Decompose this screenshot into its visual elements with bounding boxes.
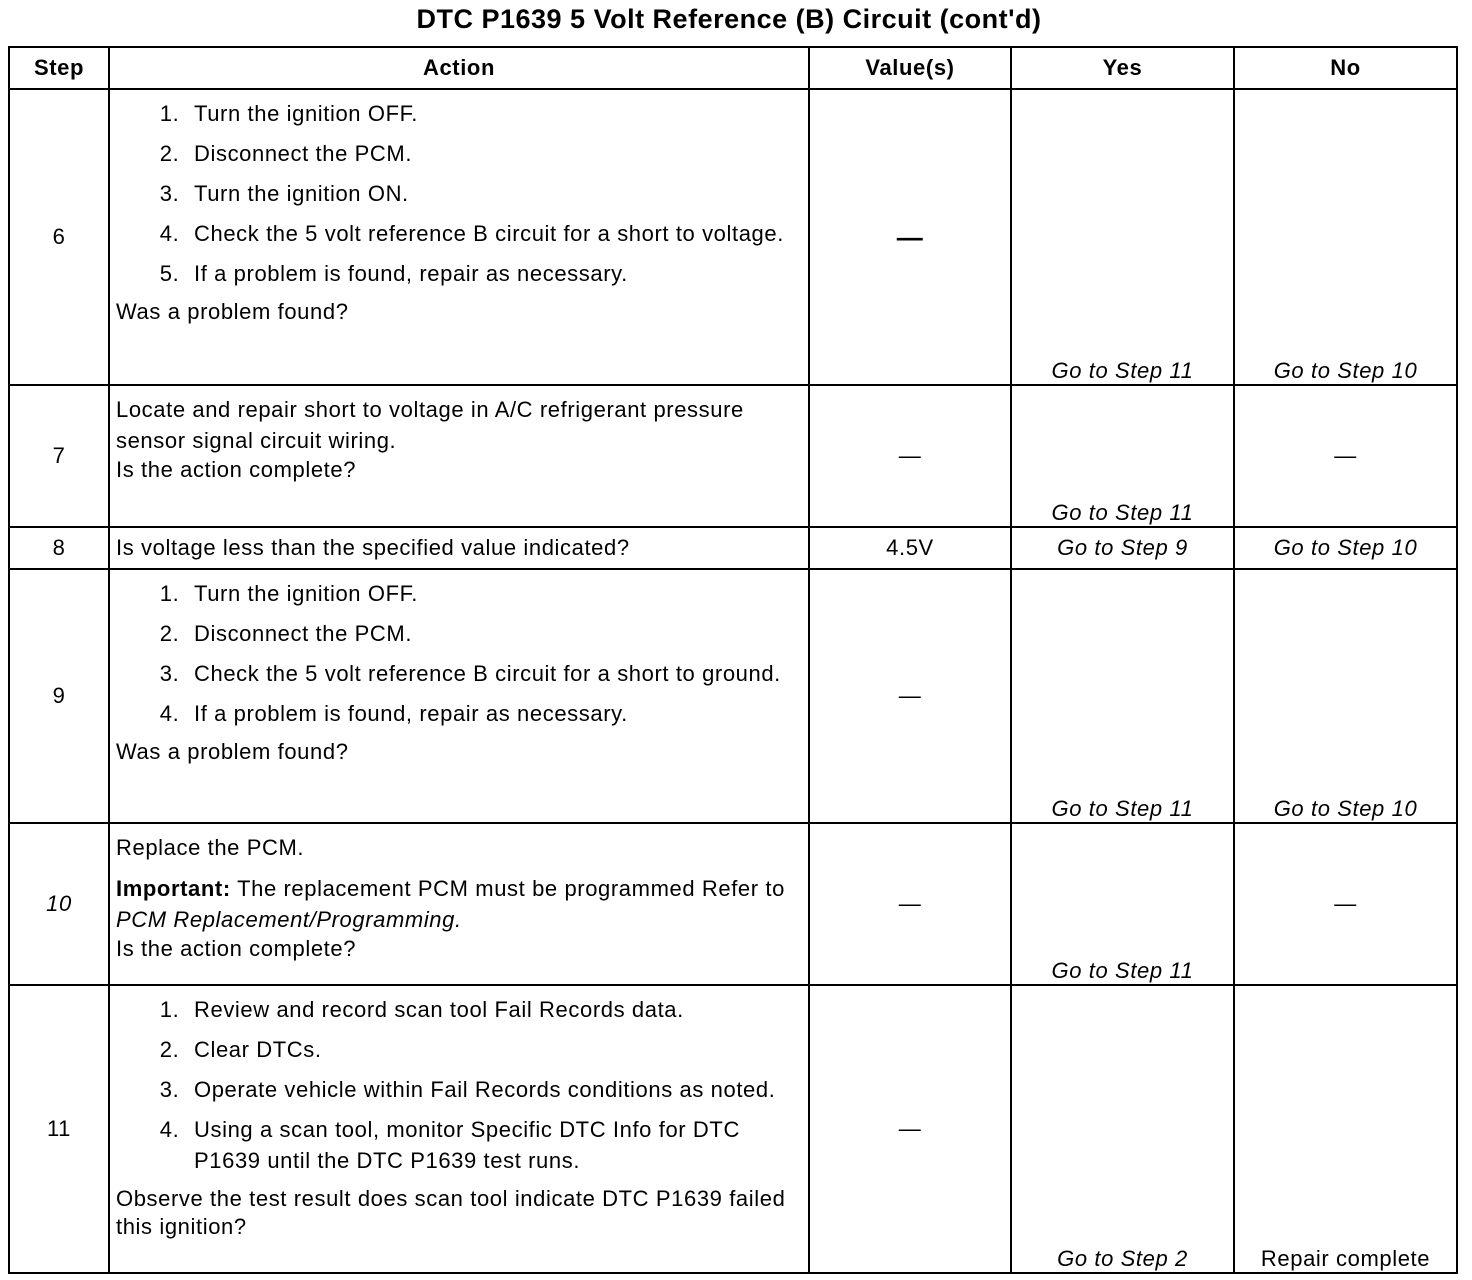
action-question: Was a problem found? <box>116 739 349 764</box>
value-dash: — <box>898 443 922 468</box>
reference-link: PCM Replacement/Programming. <box>116 907 462 932</box>
step-number: 7 <box>9 385 109 527</box>
action-cell <box>109 89 809 385</box>
action-steps <box>116 98 800 298</box>
yes-cell: Go to Step 11 <box>1011 89 1234 385</box>
yes-cell: Go to Step 11 <box>1011 385 1234 527</box>
header-step: Step <box>9 47 109 89</box>
action-question: Is the action complete? <box>116 457 357 482</box>
important-text: The replacement PCM must be programmed Refer to <box>230 876 785 901</box>
action-cell <box>109 823 809 985</box>
step-number: 6 <box>9 89 109 385</box>
action-cell <box>109 985 809 1273</box>
action-step-item: 3. Turn the ignition ON. <box>186 178 800 209</box>
step-number: 11 <box>9 985 109 1273</box>
important-label: Important: <box>116 876 231 901</box>
action-cell <box>109 569 809 823</box>
table-row-step-9 <box>9 569 1457 823</box>
yes-cell: Go to Step 11 <box>1011 823 1234 985</box>
no-cell: Go to Step 10 <box>1234 569 1457 823</box>
action-question: Is voltage less than the specified value indicated? <box>116 535 630 560</box>
value-dash: — <box>896 221 924 252</box>
no-cell: Go to Step 10 <box>1234 89 1457 385</box>
step-number: 10 <box>9 823 109 985</box>
step-number: 9 <box>9 569 109 823</box>
table-row-step-11 <box>9 985 1457 1273</box>
table-row-step-8 <box>9 527 1457 569</box>
action-cell <box>109 527 809 569</box>
action-step-item: 4. If a problem is found, repair as necessary. <box>186 698 800 729</box>
value-dash: — <box>898 683 922 708</box>
header-action: Action <box>109 47 809 89</box>
page-title: DTC P1639 5 Volt Reference (B) Circuit (cont'd) <box>416 4 1042 34</box>
header-yes: Yes <box>1011 47 1234 89</box>
no-cell: — <box>1234 385 1457 527</box>
value-cell: 4.5V <box>809 527 1011 569</box>
yes-cell: Go to Step 2 <box>1011 985 1234 1273</box>
action-step-item: 1. Turn the ignition OFF. <box>186 578 800 609</box>
action-step-item: 5. If a problem is found, repair as necessary. <box>186 258 800 289</box>
value-cell <box>809 985 1011 1273</box>
yes-cell: Go to Step 11 <box>1011 569 1234 823</box>
table-header-row <box>9 47 1457 89</box>
action-steps <box>116 578 800 738</box>
value-dash: — <box>898 891 922 916</box>
yes-cell: Go to Step 9 <box>1011 527 1234 569</box>
action-step-item: 3. Check the 5 volt reference B circuit for a short to ground. <box>186 658 800 689</box>
value-dash: — <box>898 1116 922 1141</box>
no-cell: — <box>1234 823 1457 985</box>
step-number: 8 <box>9 527 109 569</box>
action-text: Replace the PCM. <box>116 835 305 860</box>
action-question: Is the action complete? <box>116 936 357 961</box>
action-step-item: 2. Clear DTCs. <box>186 1034 800 1065</box>
action-step-item: 4. Using a scan tool, monitor Specific DTC Info for DTC P1639 until the DTC P1639 test runs. <box>186 1114 800 1176</box>
important-note <box>116 873 800 935</box>
no-cell: Repair complete <box>1234 985 1457 1273</box>
value-cell <box>809 569 1011 823</box>
action-cell <box>109 385 809 527</box>
action-step-item: 2. Disconnect the PCM. <box>186 618 800 649</box>
action-step-item: 1. Turn the ignition OFF. <box>186 98 800 129</box>
value-cell <box>809 89 1011 385</box>
action-step-item: 2. Disconnect the PCM. <box>186 138 800 169</box>
table-row-step-10 <box>9 823 1457 985</box>
value-cell <box>809 385 1011 527</box>
table-row-step-7 <box>9 385 1457 527</box>
value-cell <box>809 823 1011 985</box>
action-question: Observe the test result does scan tool indicate DTC P1639 failed this ignition? <box>116 1186 786 1239</box>
action-steps <box>116 994 800 1185</box>
action-step-item: 1. Review and record scan tool Fail Records data. <box>186 994 800 1025</box>
no-cell: Go to Step 10 <box>1234 527 1457 569</box>
table-row-step-6 <box>9 89 1457 385</box>
action-question: Was a problem found? <box>116 299 349 324</box>
action-text: Locate and repair short to voltage in A/C refrigerant pressure sensor signal circuit wiring. <box>116 397 744 453</box>
action-step-item: 3. Operate vehicle within Fail Records conditions as noted. <box>186 1074 800 1105</box>
action-step-item: 4. Check the 5 volt reference B circuit for a short to voltage. <box>186 218 800 249</box>
diagnostic-table <box>8 46 1458 1274</box>
header-values: Value(s) <box>809 47 1011 89</box>
header-no: No <box>1234 47 1457 89</box>
